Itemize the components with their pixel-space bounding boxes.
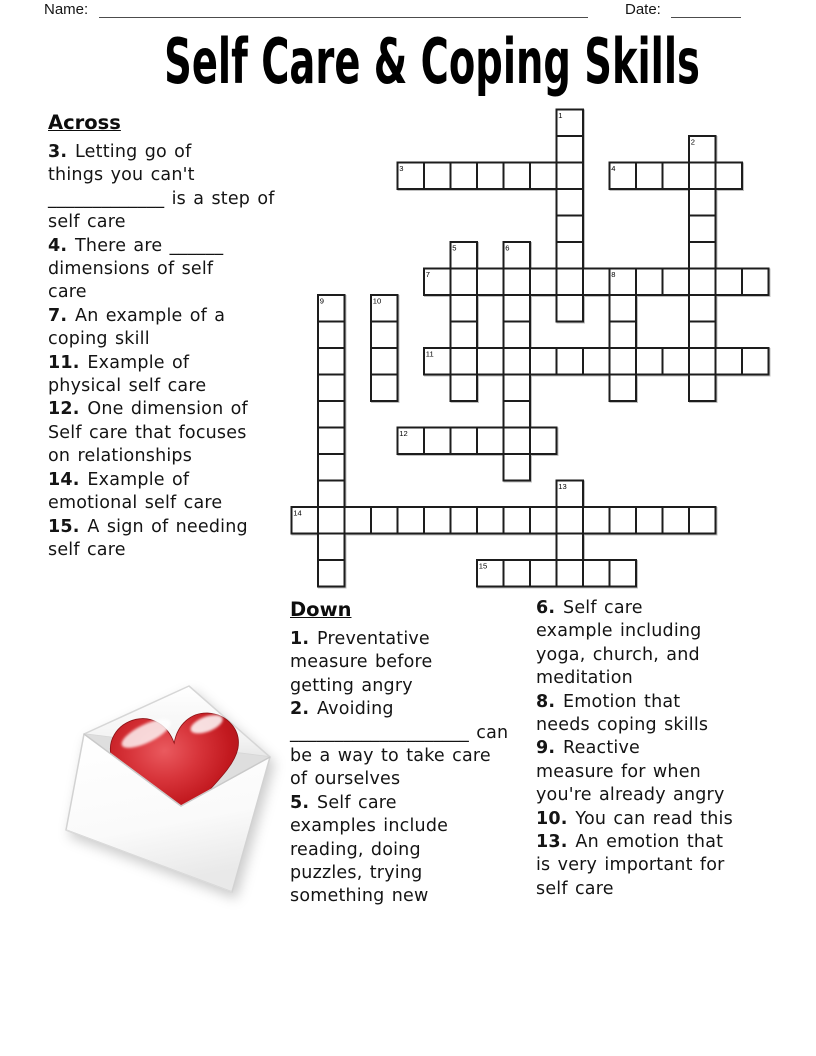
across-clues-section (48, 110, 285, 562)
clue-number: 2. (290, 699, 318, 720)
crossword-cell (318, 454, 345, 481)
across-clue-list (48, 141, 285, 562)
crossword-number-5: 5 (452, 243, 457, 253)
crossword-cell (716, 163, 743, 190)
crossword-cell (318, 375, 345, 402)
crossword-number-15: 15 (478, 561, 488, 571)
clue-2: 2. Avoiding ____________________ can be a way to take care of ourselves (290, 699, 509, 790)
crossword-cell (557, 136, 584, 163)
clue-4: 4. There are ______ dimensions of self care (48, 235, 224, 303)
clue-number: 9. (536, 738, 564, 759)
crossword-number-4: 4 (611, 164, 616, 174)
clue-number: 12. (48, 399, 88, 420)
clue-5: 5. Self care examples include reading, doing puzzles, trying something new (290, 792, 449, 907)
clue-12: 12. One dimension of Self care that focuses on relationships (48, 399, 248, 467)
crossword-cell (477, 428, 504, 455)
crossword-number-8: 8 (611, 270, 616, 280)
crossword-cell (424, 163, 451, 190)
crossword-cell (557, 269, 584, 296)
clue-10: 10. You can read this (536, 808, 733, 829)
crossword-cell (689, 269, 716, 296)
crossword-cell (636, 163, 663, 190)
clue-1: 1. Preventative measure before getting angry (290, 629, 433, 696)
crossword-number-2: 2 (690, 137, 696, 147)
clue-7: 7. An example of a coping skill (48, 305, 226, 350)
crossword-cell (610, 295, 637, 322)
crossword-cell (689, 507, 716, 534)
clue-number: 1. (290, 629, 318, 649)
crossword-cell (451, 322, 478, 349)
crossword-cell (424, 507, 451, 534)
crossword-cell (451, 295, 478, 322)
crossword-cell (557, 534, 584, 561)
crossword-cell (504, 295, 531, 322)
crossword-cell (557, 242, 584, 269)
crossword-number-3: 3 (399, 164, 404, 174)
crossword-cell (636, 348, 663, 375)
clue-number: 7. (48, 305, 76, 326)
crossword-cell (530, 269, 557, 296)
crossword-grid (290, 108, 772, 590)
clue-number: 6. (536, 598, 564, 618)
crossword-cell (663, 269, 690, 296)
crossword-number-6: 6 (505, 243, 510, 253)
crossword-cell (504, 428, 531, 455)
clue-number: 10. (536, 808, 576, 829)
clue-number: 3. (48, 142, 76, 162)
crossword-cell (610, 348, 637, 375)
crossword-cell (530, 348, 557, 375)
crossword-cell (530, 428, 557, 455)
clue-6: 6. Self care example including yoga, church, and meditation (536, 598, 702, 689)
crossword-cell (663, 163, 690, 190)
date-label: Date: (625, 1, 661, 18)
crossword-cell (716, 348, 743, 375)
down-clues-section-2 (536, 597, 778, 901)
crossword-cell (477, 163, 504, 190)
crossword-cell (318, 507, 345, 534)
crossword-cell (557, 189, 584, 216)
crossword-cell (345, 507, 372, 534)
crossword-cell (689, 322, 716, 349)
crossword-cell (689, 189, 716, 216)
crossword-cell (504, 401, 531, 428)
crossword-cell (504, 322, 531, 349)
crossword-cell (451, 375, 478, 402)
crossword-cell (557, 295, 584, 322)
crossword-cell (583, 348, 610, 375)
crossword-number-11: 11 (425, 349, 434, 359)
crossword-cell (610, 322, 637, 349)
crossword-cell (504, 507, 531, 534)
clue-number: 11. (48, 352, 88, 373)
clue-14: 14. Example of emotional self care (48, 469, 223, 514)
crossword-cell (557, 560, 584, 587)
crossword-number-7: 7 (425, 270, 431, 280)
name-label: Name: (44, 1, 89, 18)
page-title: Self Care & Coping Skills (164, 25, 700, 98)
crossword-cell (689, 242, 716, 269)
crossword-cell (689, 163, 716, 190)
crossword-cell (663, 348, 690, 375)
crossword-cell (318, 322, 345, 349)
clue-15: 15. A sign of needing self care (48, 516, 248, 560)
crossword-cell (451, 269, 478, 296)
crossword-number-12: 12 (399, 429, 408, 439)
crossword-cell (504, 269, 531, 296)
date-blank-line (671, 1, 741, 18)
crossword-cell (318, 401, 345, 428)
crossword-cell (557, 163, 584, 190)
down-clue-list-2 (536, 597, 778, 901)
crossword-cell (371, 375, 398, 402)
crossword-cell (318, 534, 345, 561)
clue-9: 9. Reactive measure for when you're already angry (536, 738, 725, 806)
crossword-cell (557, 348, 584, 375)
crossword-cell (636, 269, 663, 296)
crossword-cell (504, 560, 531, 587)
crossword-cell (610, 375, 637, 402)
crossword-cell (371, 348, 398, 375)
crossword-cell (742, 348, 769, 375)
crossword-cell (504, 163, 531, 190)
crossword-cell (557, 507, 584, 534)
clue-number: 13. (536, 832, 576, 853)
crossword-cell (557, 216, 584, 243)
crossword-cell (530, 507, 557, 534)
crossword-cell (451, 507, 478, 534)
crossword-number-9: 9 (319, 296, 325, 306)
crossword-cell (477, 348, 504, 375)
crossword-number-10: 10 (372, 296, 382, 306)
crossword-number-14: 14 (293, 508, 302, 518)
crossword-cell (424, 428, 451, 455)
crossword-cell (530, 560, 557, 587)
crossword-cell (477, 507, 504, 534)
crossword-cell (451, 348, 478, 375)
crossword-cell (318, 348, 345, 375)
crossword-cell (451, 163, 478, 190)
crossword-cell (318, 481, 345, 508)
down-heading: Down (290, 598, 352, 621)
crossword-cell (398, 507, 425, 534)
clue-13: 13. An emotion that is very important for self care (536, 832, 725, 899)
name-blank-line (99, 1, 588, 18)
clue-number: 8. (536, 691, 564, 712)
crossword-cell (477, 269, 504, 296)
crossword-cell (636, 507, 663, 534)
down-clue-list-1 (290, 628, 528, 909)
crossword-number-13: 13 (558, 482, 567, 492)
crossword-cell (689, 348, 716, 375)
clue-number: 5. (290, 792, 318, 813)
clue-number: 4. (48, 235, 76, 256)
crossword-cell (610, 507, 637, 534)
clue-number: 14. (48, 469, 88, 490)
crossword-cell (451, 428, 478, 455)
clue-3: 3. Letting go of things you can't _____________ is a step of self care (48, 142, 275, 233)
crossword-cell (610, 560, 637, 587)
crossword-cell (371, 507, 398, 534)
crossword-cell (318, 428, 345, 455)
crossword-number-1: 1 (558, 111, 563, 121)
clue-8: 8. Emotion that needs coping skills (536, 691, 709, 736)
across-heading: Across (48, 111, 121, 134)
crossword-cell (318, 560, 345, 587)
crossword-cell (689, 216, 716, 243)
crossword-cell (583, 269, 610, 296)
crossword-cell (530, 163, 557, 190)
title-row (0, 26, 816, 98)
crossword-cell (504, 454, 531, 481)
crossword-cell (742, 269, 769, 296)
crossword-cell (583, 560, 610, 587)
crossword-cell (663, 507, 690, 534)
clue-11: 11. Example of physical self care (48, 352, 207, 397)
crossword-cell (504, 348, 531, 375)
crossword-cell (689, 375, 716, 402)
crossword-cell (371, 322, 398, 349)
crossword-cell (504, 375, 531, 402)
crossword-cell (583, 507, 610, 534)
heart-envelope-illustration (46, 664, 298, 910)
crossword-cell (689, 295, 716, 322)
clue-number: 15. (48, 516, 88, 537)
down-clues-section-1 (290, 597, 528, 909)
crossword-cell (716, 269, 743, 296)
